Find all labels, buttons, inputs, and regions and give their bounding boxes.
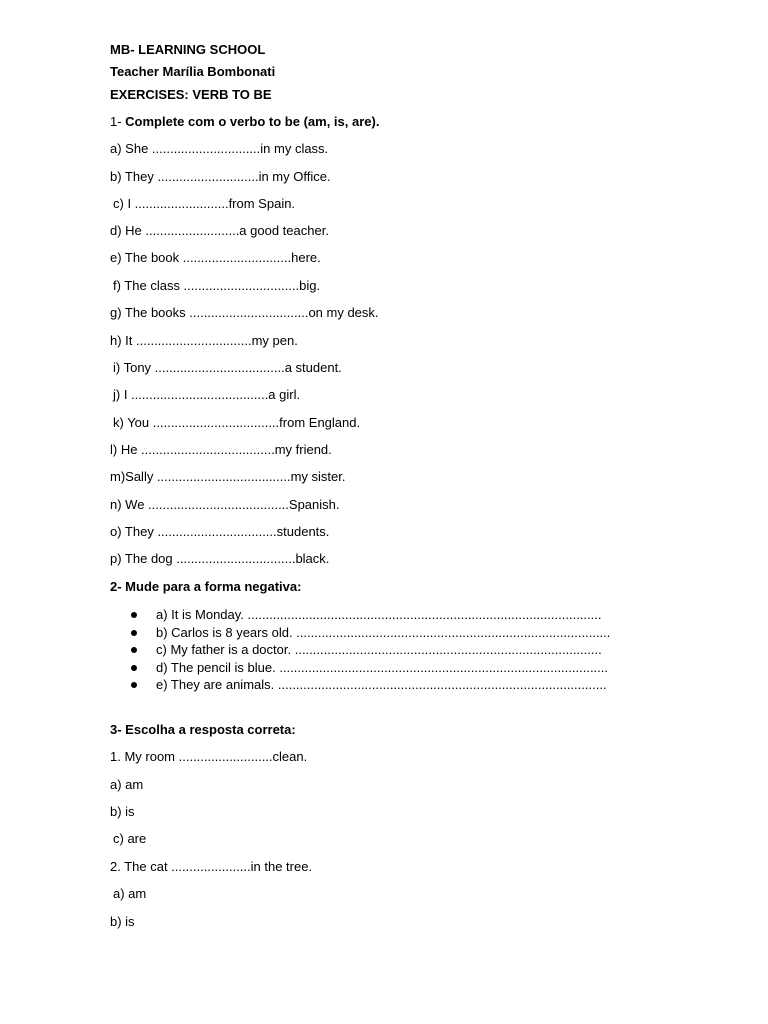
school-name: MB- LEARNING SCHOOL <box>110 42 266 57</box>
exercise-1-item: h) It ................................my pen. <box>110 333 298 348</box>
exercise-1-instruction: Complete com o verbo to be (am, is, are). <box>125 114 380 129</box>
exercise-1-item: k) You ...................................from England. <box>113 415 361 430</box>
exercise-3-question-1: 1. My room ..........................clean. <box>110 749 308 764</box>
exercise-1-item: g) The books .................................on my desk. <box>110 305 379 320</box>
exercise-1-number: 1- <box>110 114 126 129</box>
exercise-1-item: c) I ..........................from Spain. <box>113 196 296 211</box>
worksheet-title: EXERCISES: VERB TO BE <box>110 87 272 102</box>
exercise-1-item: b) They ............................in my Office. <box>110 169 331 184</box>
bullet-icon <box>131 630 137 636</box>
exercise-1-item: e) The book ..............................here. <box>110 250 321 265</box>
exercise-3-option: a) am <box>113 886 147 901</box>
exercise-1-item: d) He ..........................a good teacher. <box>110 223 329 238</box>
bullet-icon <box>131 647 137 653</box>
exercise-1-item: p) The dog .................................black. <box>110 551 330 566</box>
bullet-icon <box>131 682 137 688</box>
exercise-2-item-text: c) My father is a doctor. ..................................................................................... <box>156 642 602 657</box>
exercise-3-option: b) is <box>110 804 135 819</box>
exercise-1-item: m)Sally .....................................my sister. <box>110 469 346 484</box>
bullet-icon <box>131 612 137 618</box>
exercise-1-item: a) She ..............................in my class. <box>110 141 329 156</box>
bullet-icon <box>131 665 137 671</box>
exercise-2-item-text: e) They are animals. ........................................................................................... <box>156 677 607 692</box>
exercise-3-option: a) am <box>110 777 144 792</box>
exercise-1-item: n) We .......................................Spanish. <box>110 497 340 512</box>
exercise-2-item-text: a) It is Monday. .................................................................................................. <box>156 607 602 622</box>
exercise-1-item: f) The class ................................big. <box>113 278 321 293</box>
exercise-2-item-text: b) Carlos is 8 years old. ....................................................................................... <box>156 624 611 640</box>
exercise-1-item: i) Tony ....................................a student. <box>113 360 342 375</box>
exercise-1-heading <box>110 114 379 130</box>
exercise-1-item: l) He .....................................my friend. <box>110 442 332 457</box>
teacher-name: Teacher Marília Bombonati <box>110 64 276 79</box>
exercise-1-item: j) I ......................................a girl. <box>113 387 301 402</box>
exercise-3-option: c) are <box>113 831 147 846</box>
exercise-2-heading: 2- Mude para a forma negativa: <box>110 579 302 594</box>
exercise-1-item: o) They .................................students. <box>110 524 330 539</box>
exercise-2-item-text: d) The pencil is blue. ........................................................................................... <box>156 659 609 675</box>
exercise-3-option: b) is <box>110 914 135 929</box>
exercise-3-question-2: 2. The cat ......................in the tree. <box>110 859 313 874</box>
exercise-3-heading: 3- Escolha a resposta correta: <box>110 722 296 737</box>
